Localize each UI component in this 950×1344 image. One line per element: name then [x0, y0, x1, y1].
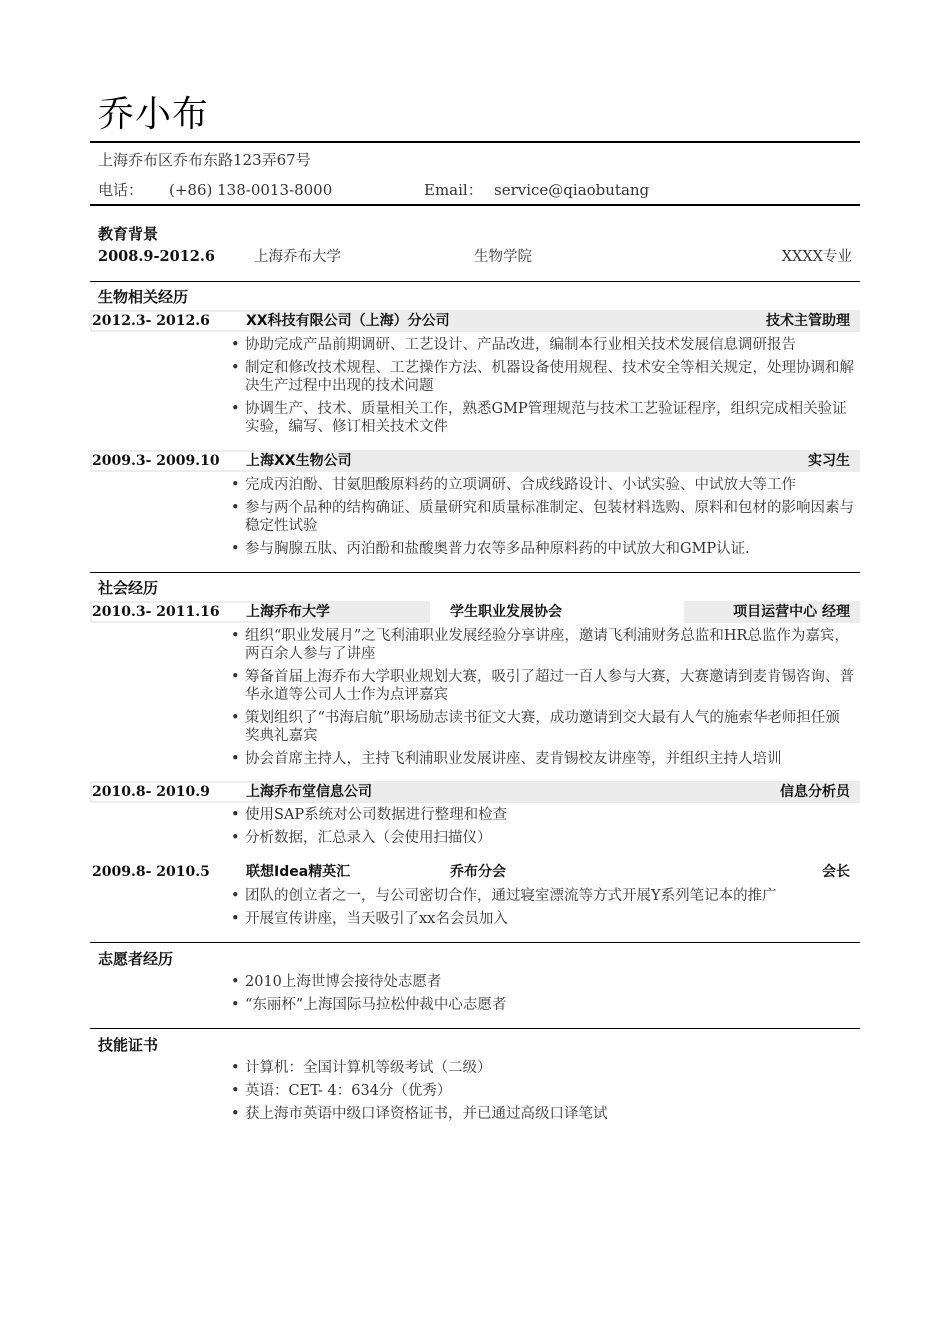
phone-number: (+86) 138-0013-8000 — [169, 181, 333, 199]
job-role: 信息分析员 — [780, 784, 850, 800]
section-divider — [90, 1028, 860, 1029]
education-date: 2008.9-2012.6 — [98, 248, 216, 265]
education-college: 生物学院 — [474, 249, 532, 265]
social-experience-title: 社会经历 — [98, 579, 159, 597]
job-bullet-list — [230, 887, 854, 933]
bullet-item: • 参与胸腺五肽、丙泊酚和盐酸奥普力农等多品种原料药的中试放大和GMP认证. — [230, 540, 854, 558]
job-header-bar — [90, 450, 860, 472]
email-label: Email： — [424, 181, 483, 199]
job-date: 2009.3- 2009.10 — [92, 452, 262, 470]
address: 上海乔布区乔布东路123弄67号 — [98, 151, 311, 169]
bullet-item: • 完成丙泊酚、甘氨胆酸原料药的立项调研、合成线路设计、小试实验、中试放大等工作 — [230, 476, 854, 494]
bullet-item: • “东丽杯”上海国际马拉松仲裁中心志愿者 — [230, 996, 854, 1014]
candidate-name: 乔小布 — [98, 94, 210, 135]
volunteer-bullet-list — [230, 973, 854, 1019]
email-address: service@qiaobutang — [494, 181, 650, 199]
bullet-item: • 2010上海世博会接待处志愿者 — [230, 973, 854, 991]
bullet-item: • 协调生产、技术、质量相关工作，熟悉GMP管理规范与技术工艺验证程序，组织完成相关验证实验，编写、修订相关技术文件 — [230, 400, 854, 436]
bullet-item: • 团队的创立者之一，与公司密切合作，通过寝室漂流等方式开展Y系列笔记本的推广 — [230, 887, 854, 905]
skills-title: 技能证书 — [98, 1036, 159, 1054]
education-school: 上海乔布大学 — [254, 249, 341, 265]
job-organization: 联想Idea精英汇 — [246, 864, 351, 880]
bullet-item: • 策划组织了“书海启航”职场励志读书征文大赛，成功邀请到交大最有人气的施索华老师担任颁奖典礼嘉宾 — [230, 709, 854, 745]
job-date: 2012.3- 2012.6 — [92, 312, 252, 330]
bullet-item: • 协会首席主持人，主持飞利浦职业发展讲座、麦肯锡校友讲座等，并组织主持人培训 — [230, 750, 854, 768]
bio-experience-title: 生物相关经历 — [98, 288, 189, 306]
job-header-bar — [90, 861, 860, 883]
skills-bullet-list — [230, 1059, 854, 1128]
job-role: 项目运营中心 经理 — [733, 604, 850, 620]
bullet-item: • 英语：CET- 4：634分（优秀） — [230, 1082, 854, 1100]
header-top-rule — [90, 141, 860, 143]
job-header-bar — [90, 601, 860, 623]
job-role: 技术主管助理 — [766, 313, 850, 329]
header-bottom-rule — [90, 204, 860, 206]
section-divider — [90, 572, 860, 573]
bullet-item: • 分析数据，汇总录入（会使用扫描仪） — [230, 829, 854, 847]
bullet-item: • 协助完成产品前期调研、工艺设计、产品改进，编制本行业相关技术发展信息调研报告 — [230, 336, 854, 354]
job-header-bar — [90, 310, 860, 332]
job-organization: 上海乔布大学 — [246, 604, 330, 620]
section-divider — [90, 942, 860, 943]
job-role: 会长 — [822, 864, 850, 880]
job-date: 2010.8- 2010.9 — [92, 783, 252, 801]
job-company: 上海XX生物公司 — [246, 453, 352, 469]
bullet-item: • 使用SAP系统对公司数据进行整理和检查 — [230, 806, 854, 824]
bullet-item: • 组织“职业发展月”之飞利浦职业发展经验分享讲座，邀请飞利浦财务总监和HR总监作为嘉宾，两百余人参与了讲座 — [230, 627, 854, 663]
job-bullet-list — [230, 476, 854, 563]
bullet-item: • 筹备首届上海乔布大学职业规划大赛，吸引了超过一百人参与大赛，大赛邀请到麦肯锡咨询、普华永道等公司人士作为点评嘉宾 — [230, 668, 854, 704]
job-bullet-list — [230, 627, 854, 773]
job-bullet-list — [230, 806, 854, 852]
job-department: 乔布分会 — [450, 864, 506, 880]
job-date: 2009.8- 2010.5 — [92, 864, 210, 880]
education-title: 教育背景 — [98, 225, 159, 243]
job-company: XX科技有限公司（上海）分公司 — [246, 313, 450, 329]
education-major: XXXX专业 — [781, 249, 852, 265]
section-divider — [90, 281, 860, 282]
job-header-bar — [90, 781, 860, 803]
volunteer-title: 志愿者经历 — [98, 950, 174, 968]
job-organization: 上海乔布堂信息公司 — [246, 784, 372, 800]
job-bullet-list — [230, 336, 854, 441]
bullet-item: • 获上海市英语中级口译资格证书，并已通过高级口译笔试 — [230, 1105, 854, 1123]
phone-label: 电话： — [98, 181, 144, 199]
bullet-item: • 制定和修改技术规程、工艺操作方法、机器设备使用规程、技术安全等相关规定，处理协调和解决生产过程中出现的技术问题 — [230, 359, 854, 395]
bullet-item: • 参与两个品种的结构确证、质量研究和质量标准制定、包装材料选购、原料和包材的影响因素与稳定性试验 — [230, 499, 854, 535]
job-date: 2010.3- 2011.16 — [92, 603, 262, 621]
job-department: 学生职业发展协会 — [450, 604, 562, 620]
bullet-item: • 计算机：全国计算机等级考试（二级） — [230, 1059, 854, 1077]
job-role: 实习生 — [808, 453, 850, 469]
bullet-item: • 开展宣传讲座，当天吸引了xx名会员加入 — [230, 910, 854, 928]
